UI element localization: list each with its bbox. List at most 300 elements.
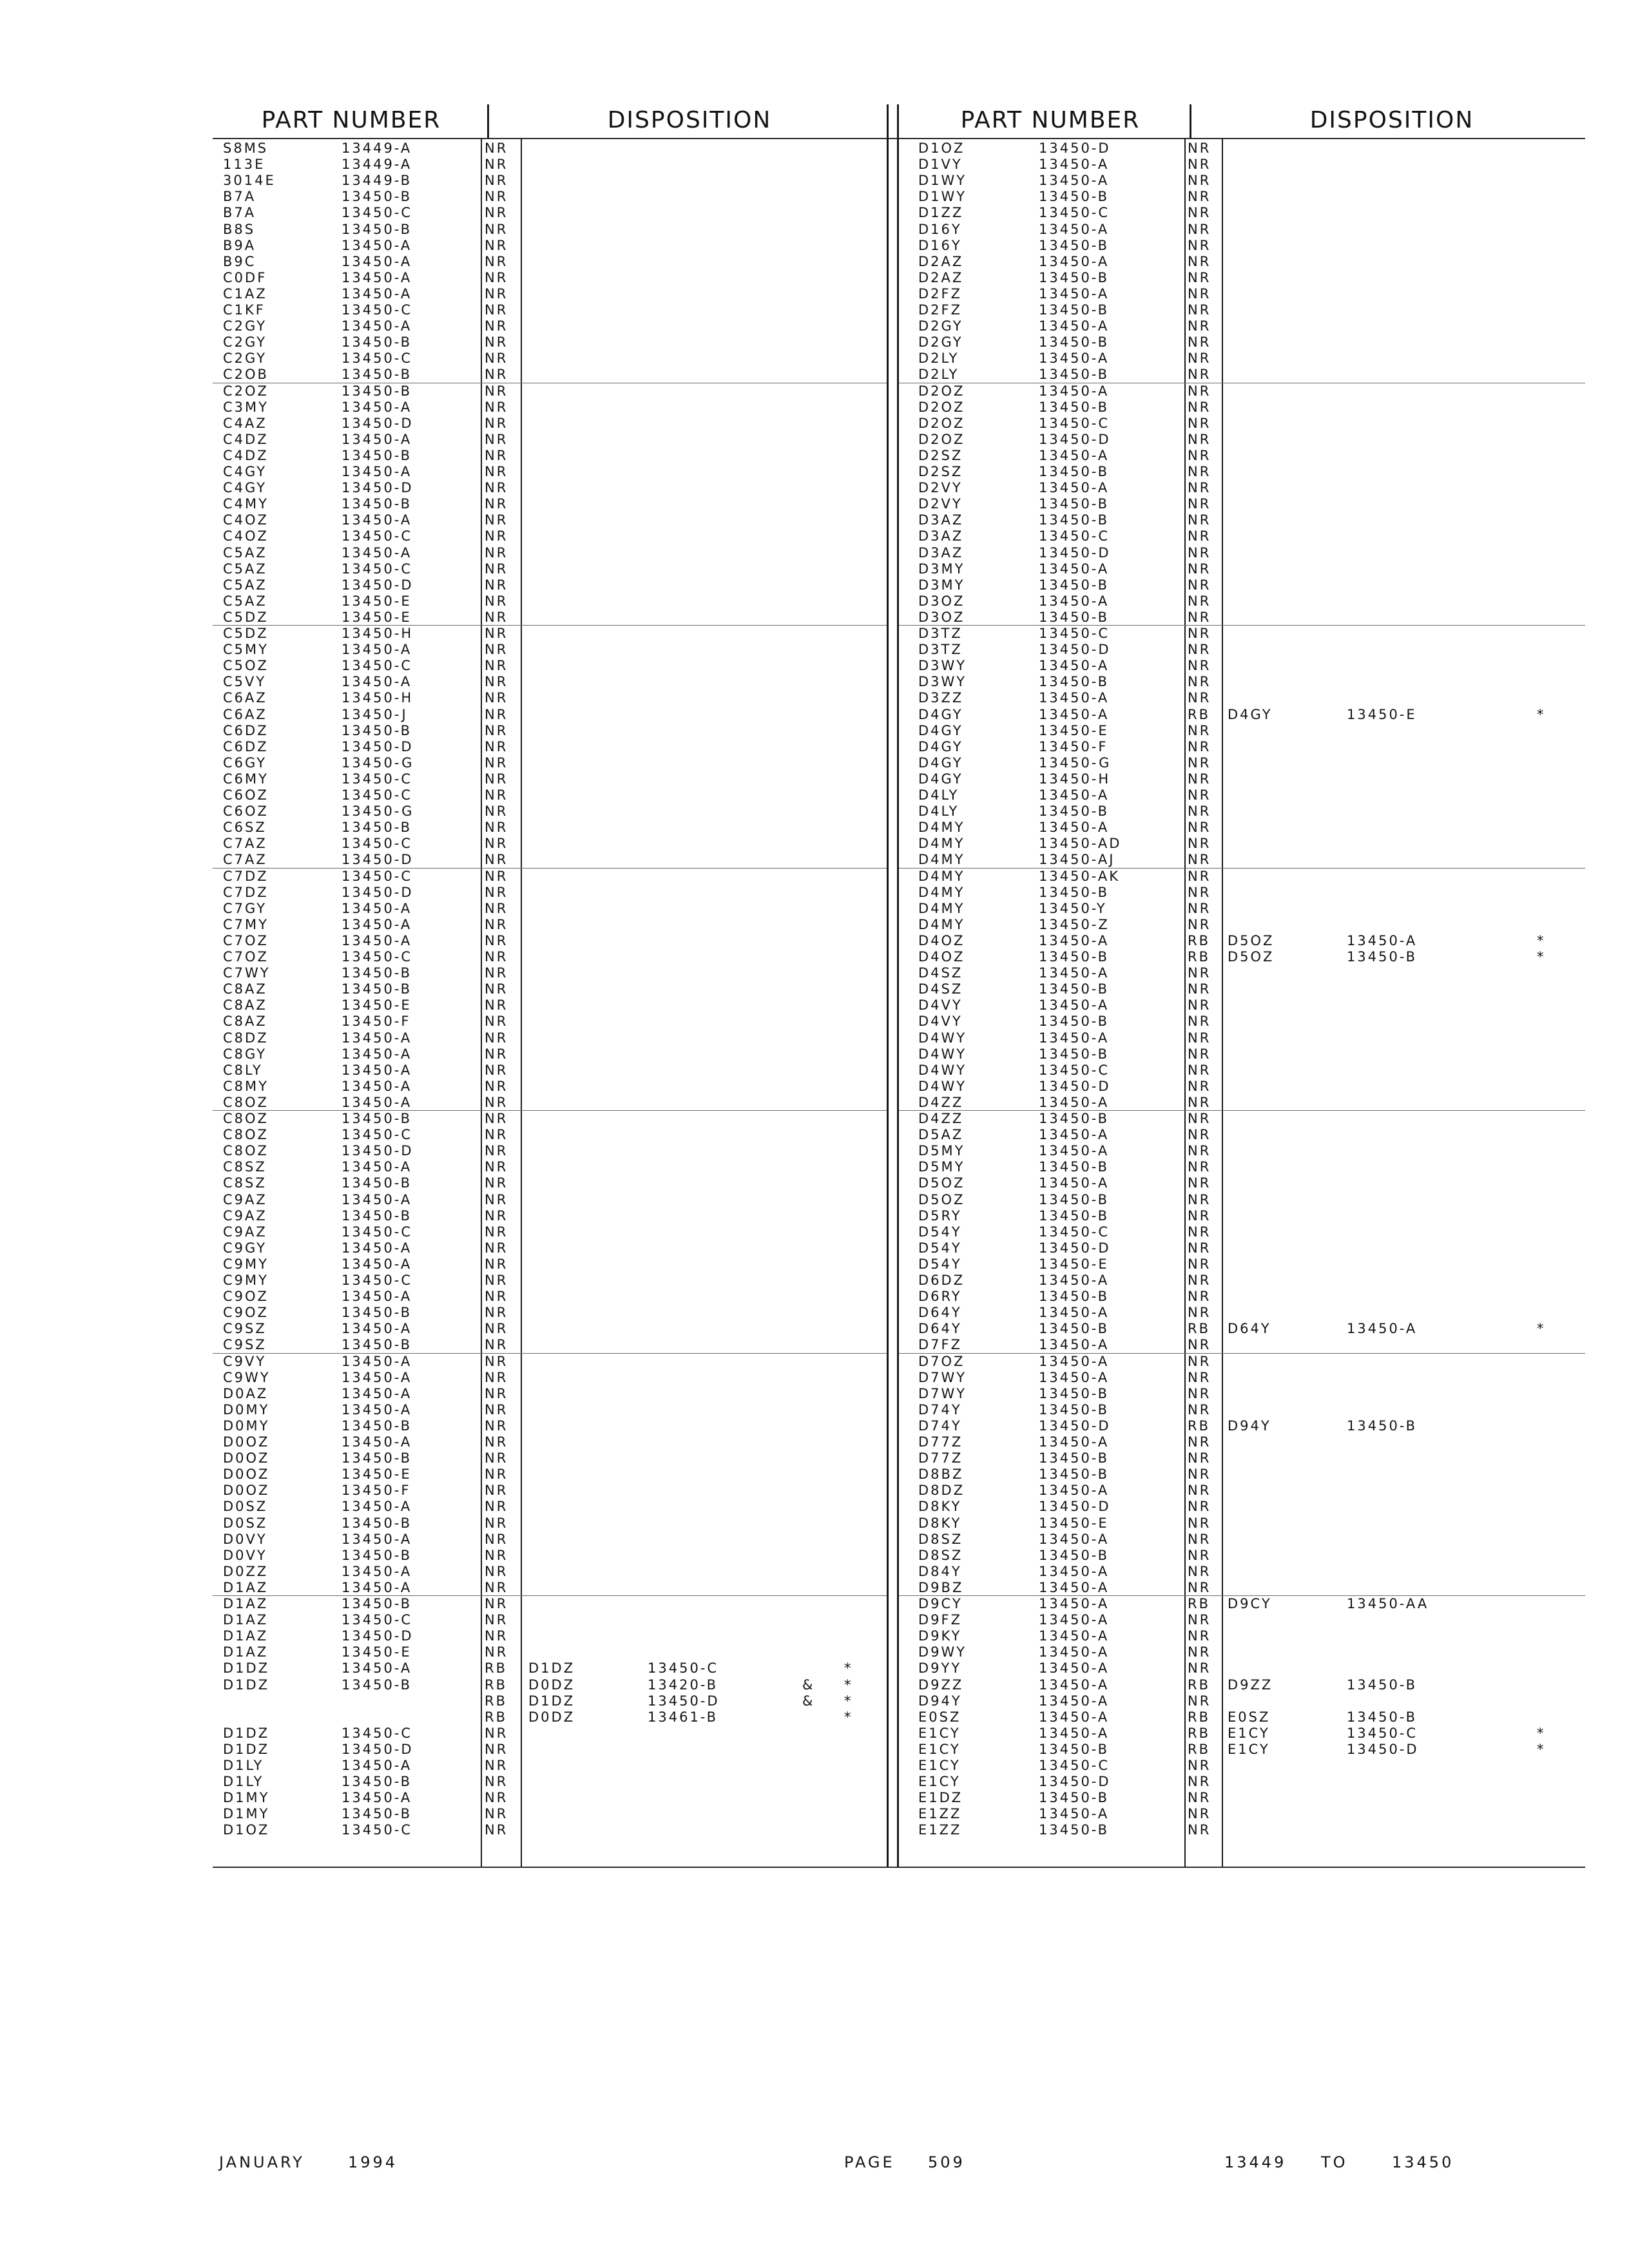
disposition-code: NR — [1188, 302, 1211, 318]
table-row — [0, 1030, 1629, 1046]
disposition-code: NR — [1188, 399, 1211, 415]
part-number: 13450-B — [1039, 577, 1110, 593]
model-code: C8OZ — [223, 1143, 269, 1159]
model-code: D1AZ — [223, 1579, 269, 1595]
model-code: D4MY — [918, 884, 965, 900]
disposition-code: NR — [485, 1337, 508, 1353]
table-row — [0, 642, 1629, 658]
disposition-code: NR — [1188, 1515, 1211, 1531]
table-row — [0, 1548, 1629, 1564]
replacement-part: 13450-C — [1347, 1725, 1418, 1741]
model-code: D4GY — [918, 771, 963, 787]
part-number: 13450-A — [342, 1046, 412, 1062]
disposition-code: NR — [485, 1434, 508, 1450]
table-row — [0, 917, 1629, 933]
disposition-code: NR — [485, 642, 508, 658]
ampersand-mark: & — [802, 1677, 815, 1693]
model-code: C9WY — [223, 1369, 271, 1385]
part-number: 13450-A — [1039, 221, 1110, 237]
part-number: 13450-D — [342, 852, 414, 868]
model-code: D3WY — [918, 674, 967, 690]
part-number: 13450-B — [1039, 1289, 1110, 1305]
disposition-code: NR — [485, 399, 508, 415]
model-code: D1MY — [223, 1806, 270, 1822]
disposition-code: NR — [485, 1175, 508, 1191]
model-code: D4GY — [918, 706, 963, 722]
table-row — [0, 1466, 1629, 1483]
part-number: 13450-H — [1039, 771, 1111, 787]
model-code: D1AZ — [223, 1612, 269, 1628]
part-number: 13450-E — [342, 593, 412, 609]
disposition-code: NR — [1188, 997, 1211, 1014]
part-number: 13450-B — [342, 1596, 412, 1611]
disposition-code: NR — [485, 1062, 508, 1078]
group-separator — [899, 868, 1585, 869]
part-number: 13450-A — [1039, 173, 1110, 189]
table-row — [0, 1660, 1629, 1677]
model-code: D9WY — [918, 1644, 967, 1660]
disposition-code: NR — [1188, 1499, 1211, 1515]
table-row — [0, 1354, 1629, 1370]
model-code: D0OZ — [223, 1434, 270, 1450]
part-number: 13450-C — [342, 1127, 413, 1143]
model-code: D4ZZ — [918, 1111, 964, 1126]
table-row — [0, 803, 1629, 820]
part-number: 13450-E — [1039, 1256, 1109, 1272]
disposition-code: NR — [1188, 1401, 1211, 1418]
part-number: 13450-B — [1039, 367, 1110, 383]
part-number: 13450-A — [1039, 1273, 1110, 1288]
disposition-code: NR — [1188, 383, 1211, 399]
part-number: 13450-D — [342, 415, 414, 431]
disposition-code: NR — [1188, 1224, 1211, 1240]
asterisk-mark: * — [844, 1677, 853, 1693]
asterisk-mark: * — [1537, 949, 1546, 965]
part-number: 13450-B — [1039, 1046, 1110, 1062]
model-code: D5RY — [918, 1207, 962, 1224]
part-number: 13450-B — [1039, 1014, 1110, 1030]
part-number: 13450-B — [1039, 674, 1110, 690]
part-number: 13450-C — [342, 528, 413, 544]
disposition-code: NR — [485, 900, 508, 916]
model-code: C9OZ — [223, 1305, 269, 1321]
model-code: D1MY — [223, 1790, 270, 1806]
disposition-code: NR — [1188, 1062, 1211, 1078]
model-code: C7GY — [223, 900, 267, 916]
part-number: 13450-A — [1039, 1143, 1110, 1159]
model-code: D3ZZ — [918, 690, 964, 706]
table-row — [0, 1224, 1629, 1240]
table-row — [0, 238, 1629, 254]
model-code: 113E — [223, 157, 265, 173]
model-code: C5AZ — [223, 577, 267, 593]
part-number: 13450-C — [342, 1725, 413, 1741]
disposition-code: NR — [485, 464, 508, 479]
model-code: D0OZ — [223, 1483, 270, 1499]
footer-range-to-label: TO — [1321, 2153, 1348, 2171]
model-code: D77Z — [918, 1434, 963, 1450]
model-code: D2LY — [918, 351, 959, 367]
part-number: 13450-B — [342, 189, 412, 205]
part-number: 13450-B — [1039, 269, 1110, 285]
disposition-code: NR — [1188, 1273, 1211, 1288]
part-number: 13450-A — [1039, 318, 1110, 334]
model-code: C8SZ — [223, 1159, 267, 1175]
model-code: C7AZ — [223, 836, 267, 852]
table-row — [0, 157, 1629, 173]
table-row — [0, 1159, 1629, 1175]
disposition-code: NR — [1188, 544, 1211, 561]
disposition-code: NR — [485, 415, 508, 431]
disposition-code: NR — [1188, 1612, 1211, 1628]
disposition-code: NR — [1188, 642, 1211, 658]
table-row — [0, 658, 1629, 674]
disposition-code: NR — [1188, 965, 1211, 981]
disposition-code: NR — [1188, 1644, 1211, 1660]
disposition-code: NR — [485, 1191, 508, 1207]
disposition-code: RB — [485, 1660, 507, 1677]
model-code: D4SZ — [918, 981, 963, 997]
model-code: C9AZ — [223, 1191, 267, 1207]
part-number: 13450-B — [1039, 512, 1110, 528]
table-row — [0, 901, 1629, 917]
table-row — [0, 302, 1629, 318]
disposition-code: NR — [1188, 431, 1211, 447]
disposition-code: NR — [485, 383, 508, 399]
part-number: 13450-D — [342, 1143, 414, 1159]
table-row — [0, 1580, 1629, 1596]
part-number: 13450-AD — [1039, 836, 1122, 852]
part-number: 13450-E — [1039, 1515, 1109, 1531]
table-row — [0, 270, 1629, 286]
model-code: D0ZZ — [223, 1563, 269, 1579]
model-code: D4WY — [918, 1046, 967, 1062]
model-code: B9C — [223, 253, 256, 269]
disposition-code: NR — [1188, 1094, 1211, 1110]
part-number: 13450-A — [342, 1385, 412, 1401]
part-number: 13450-D — [342, 480, 414, 496]
model-code: C8AZ — [223, 1014, 267, 1030]
model-code: D3AZ — [918, 544, 964, 561]
disposition-code: NR — [485, 1240, 508, 1256]
part-number: 13450-A — [342, 1758, 412, 1773]
disposition-code: NR — [485, 351, 508, 367]
part-number: 13450-B — [1039, 1191, 1110, 1207]
model-code: D4WY — [918, 1078, 967, 1094]
table-row — [0, 1628, 1629, 1644]
model-code: D4MY — [918, 836, 965, 852]
model-code: D0SZ — [223, 1515, 268, 1531]
disposition-code: NR — [485, 836, 508, 852]
model-code: D9CY — [918, 1596, 963, 1611]
part-number: 13450-F — [342, 1483, 411, 1499]
table-row — [0, 836, 1629, 852]
disposition-code: NR — [485, 949, 508, 965]
part-number: 13450-A — [342, 900, 412, 916]
model-code: D3MY — [918, 561, 965, 577]
part-number: 13450-D — [1039, 431, 1111, 447]
part-number: 13450-C — [1039, 1758, 1110, 1773]
disposition-code: RB — [1188, 932, 1210, 948]
model-code: D1AZ — [223, 1644, 269, 1660]
part-number: 13450-C — [1039, 1224, 1110, 1240]
model-code: D2GY — [918, 334, 963, 351]
part-number: 13450-A — [1039, 658, 1110, 674]
disposition-code: NR — [1188, 1806, 1211, 1822]
disposition-code: NR — [1188, 674, 1211, 690]
table-row — [0, 334, 1629, 351]
disposition-code: NR — [1188, 1628, 1211, 1644]
model-code: D5OZ — [918, 1175, 965, 1191]
table-row — [0, 367, 1629, 383]
disposition-code: NR — [1188, 157, 1211, 173]
disposition-code: NR — [485, 253, 508, 269]
disposition-code: NR — [1188, 754, 1211, 771]
model-code: D0MY — [223, 1401, 270, 1418]
table-row — [0, 1612, 1629, 1628]
table-row — [0, 820, 1629, 836]
model-code: D5MY — [918, 1143, 965, 1159]
disposition-code: NR — [485, 916, 508, 932]
part-number: 13450-A — [1039, 1030, 1110, 1046]
model-code: C8AZ — [223, 981, 267, 997]
model-code: C6DZ — [223, 738, 269, 754]
model-code: D3AZ — [918, 512, 964, 528]
disposition-code: NR — [1188, 1369, 1211, 1385]
part-number: 13450-B — [342, 981, 412, 997]
replacement-model: E1CY — [1228, 1741, 1270, 1757]
model-code: D1DZ — [223, 1660, 270, 1677]
disposition-code: NR — [485, 1547, 508, 1563]
model-code: D4GY — [918, 754, 963, 771]
table-row — [0, 1321, 1629, 1337]
disposition-code: NR — [1188, 1774, 1211, 1790]
disposition-code: NR — [485, 1725, 508, 1741]
table-row — [0, 674, 1629, 690]
part-number: 13450-A — [342, 237, 412, 253]
table-row — [0, 1079, 1629, 1095]
model-code: C6OZ — [223, 803, 269, 820]
disposition-code: NR — [485, 1143, 508, 1159]
part-number: 13450-G — [342, 754, 414, 771]
disposition-code: NR — [485, 447, 508, 463]
replacement-model: D0DZ — [528, 1677, 575, 1693]
disposition-code: NR — [485, 1256, 508, 1272]
model-code: D64Y — [918, 1305, 962, 1321]
table-row — [0, 1305, 1629, 1321]
asterisk-mark: * — [844, 1660, 853, 1677]
disposition-code: NR — [1188, 1483, 1211, 1499]
part-number: 13450-D — [1039, 1774, 1111, 1790]
disposition-code: NR — [1188, 771, 1211, 787]
asterisk-mark: * — [1537, 1725, 1546, 1741]
table-row — [0, 1596, 1629, 1612]
part-number: 13450-A — [1039, 1353, 1110, 1369]
part-number: 13450-E — [342, 1466, 412, 1483]
disposition-code: NR — [485, 1644, 508, 1660]
disposition-code: NR — [485, 334, 508, 351]
replacement-model: D94Y — [1228, 1418, 1271, 1434]
table-row — [0, 1208, 1629, 1224]
table-row — [0, 140, 1629, 157]
disposition-code: NR — [485, 1321, 508, 1337]
table-row — [0, 205, 1629, 221]
disposition-code: NR — [1188, 803, 1211, 820]
model-code: C6SZ — [223, 820, 267, 836]
part-number: 13450-A — [342, 1159, 412, 1175]
table-row — [0, 222, 1629, 238]
model-code: E1CY — [918, 1758, 961, 1773]
table-row — [0, 1370, 1629, 1386]
part-number: 13450-B — [1039, 1822, 1110, 1838]
disposition-code: NR — [485, 1483, 508, 1499]
disposition-code: NR — [485, 221, 508, 237]
footer-year: 1994 — [348, 2153, 398, 2171]
disposition-code: NR — [485, 561, 508, 577]
model-code: C7MY — [223, 916, 269, 932]
model-code: C7AZ — [223, 852, 267, 868]
disposition-code: NR — [485, 1014, 508, 1030]
disposition-code: NR — [1188, 1434, 1211, 1450]
part-number: 13450-A — [1039, 447, 1110, 463]
part-number: 13450-A — [342, 1790, 412, 1806]
model-code: D54Y — [918, 1256, 962, 1272]
model-code: C4MY — [223, 496, 269, 512]
disposition-code: NR — [1188, 868, 1211, 884]
part-number: 13450-A — [1039, 820, 1110, 836]
table-row — [0, 1240, 1629, 1256]
disposition-code: NR — [1188, 1822, 1211, 1838]
part-number: 13450-A — [1039, 1563, 1110, 1579]
part-number: 13450-D — [342, 884, 414, 900]
table-row — [0, 286, 1629, 302]
table-row — [0, 965, 1629, 981]
disposition-code: NR — [1188, 1175, 1211, 1191]
model-code: C5AZ — [223, 544, 267, 561]
table-row — [0, 496, 1629, 512]
replacement-model: D9CY — [1228, 1596, 1272, 1611]
disposition-code: NR — [1188, 1046, 1211, 1062]
disposition-code: NR — [1188, 173, 1211, 189]
part-number: 13450-A — [1039, 1725, 1110, 1741]
footer-page-label: PAGE — [844, 2153, 895, 2171]
part-number: 13450-C — [342, 1273, 413, 1288]
disposition-code: NR — [485, 1207, 508, 1224]
disposition-code: NR — [1188, 496, 1211, 512]
model-code: B9A — [223, 237, 256, 253]
model-code: E1ZZ — [918, 1806, 962, 1822]
disposition-code: NR — [1188, 253, 1211, 269]
model-code: D2SZ — [918, 447, 963, 463]
model-code: D1DZ — [223, 1725, 270, 1741]
left-disposition-header: DISPOSITION — [607, 107, 772, 133]
part-number: 13450-B — [342, 965, 412, 981]
table-row — [0, 1402, 1629, 1418]
disposition-code: NR — [1188, 1127, 1211, 1143]
disposition-code: NR — [1188, 658, 1211, 674]
footer-date: JANUARY — [219, 2153, 305, 2171]
model-code: B8S — [223, 221, 256, 237]
model-code: D2FZ — [918, 285, 962, 302]
part-number: 13450-C — [342, 1224, 413, 1240]
disposition-code: NR — [485, 173, 508, 189]
part-number: 13450-B — [1039, 609, 1110, 625]
model-code: D3WY — [918, 658, 967, 674]
part-number: 13450-A — [1039, 351, 1110, 367]
part-number: 13450-C — [1039, 528, 1110, 544]
model-code: C4OZ — [223, 512, 269, 528]
part-number: 13450-C — [342, 351, 413, 367]
table-row — [0, 1143, 1629, 1159]
part-number: 13450-D — [1039, 1240, 1111, 1256]
part-number: 13450-B — [342, 1337, 412, 1353]
part-number: 13450-A — [342, 1369, 412, 1385]
part-number: 13450-A — [342, 1240, 412, 1256]
asterisk-mark: * — [844, 1709, 853, 1725]
disposition-code: NR — [1188, 221, 1211, 237]
part-number: 13450-A — [342, 642, 412, 658]
part-number: 13450-A — [342, 1499, 412, 1515]
disposition-code: NR — [1188, 1579, 1211, 1595]
model-code: C4GY — [223, 464, 267, 479]
disposition-code: NR — [1188, 1758, 1211, 1773]
disposition-code: NR — [1188, 1547, 1211, 1563]
disposition-code: NR — [1188, 1159, 1211, 1175]
model-code: D6RY — [918, 1289, 962, 1305]
part-number: 13450-A — [342, 269, 412, 285]
disposition-code: NR — [485, 1418, 508, 1434]
table-row — [0, 933, 1629, 949]
disposition-code: NR — [485, 1806, 508, 1822]
disposition-code: NR — [1188, 334, 1211, 351]
model-code: D1WY — [918, 173, 967, 189]
part-number: 13450-D — [342, 738, 414, 754]
model-code: C7WY — [223, 965, 271, 981]
part-number: 13450-D — [342, 1628, 414, 1644]
table-row — [0, 1111, 1629, 1127]
model-code: C6AZ — [223, 706, 267, 722]
disposition-code: NR — [485, 658, 508, 674]
model-code: C8OZ — [223, 1111, 269, 1126]
model-code: C8MY — [223, 1078, 269, 1094]
part-number: 13450-A — [342, 431, 412, 447]
disposition-code: NR — [1188, 415, 1211, 431]
part-number: 13450-B — [1039, 981, 1110, 997]
table-row — [0, 1742, 1629, 1758]
table-row — [0, 771, 1629, 787]
disposition-code: NR — [485, 1563, 508, 1579]
part-number: 13450-A — [342, 1660, 412, 1677]
model-code: D74Y — [918, 1401, 962, 1418]
model-code: C5VY — [223, 674, 267, 690]
model-code: C4DZ — [223, 447, 269, 463]
disposition-code: NR — [485, 787, 508, 803]
part-number: 13450-A — [1039, 1709, 1110, 1725]
part-number: 13450-B — [342, 1515, 412, 1531]
disposition-code: NR — [485, 1078, 508, 1094]
part-number: 13450-B — [1039, 1401, 1110, 1418]
model-code: D2AZ — [918, 253, 964, 269]
table-row — [0, 545, 1629, 561]
part-number: 13450-A — [342, 932, 412, 948]
disposition-code: NR — [1188, 1693, 1211, 1709]
part-number: 13450-AK — [1039, 868, 1121, 884]
table-row — [0, 448, 1629, 464]
model-code: D4ZZ — [918, 1094, 964, 1110]
replacement-part: 13461-B — [648, 1709, 718, 1725]
part-number: 13450-A — [1039, 1596, 1110, 1611]
part-number: 13450-A — [342, 1531, 412, 1547]
